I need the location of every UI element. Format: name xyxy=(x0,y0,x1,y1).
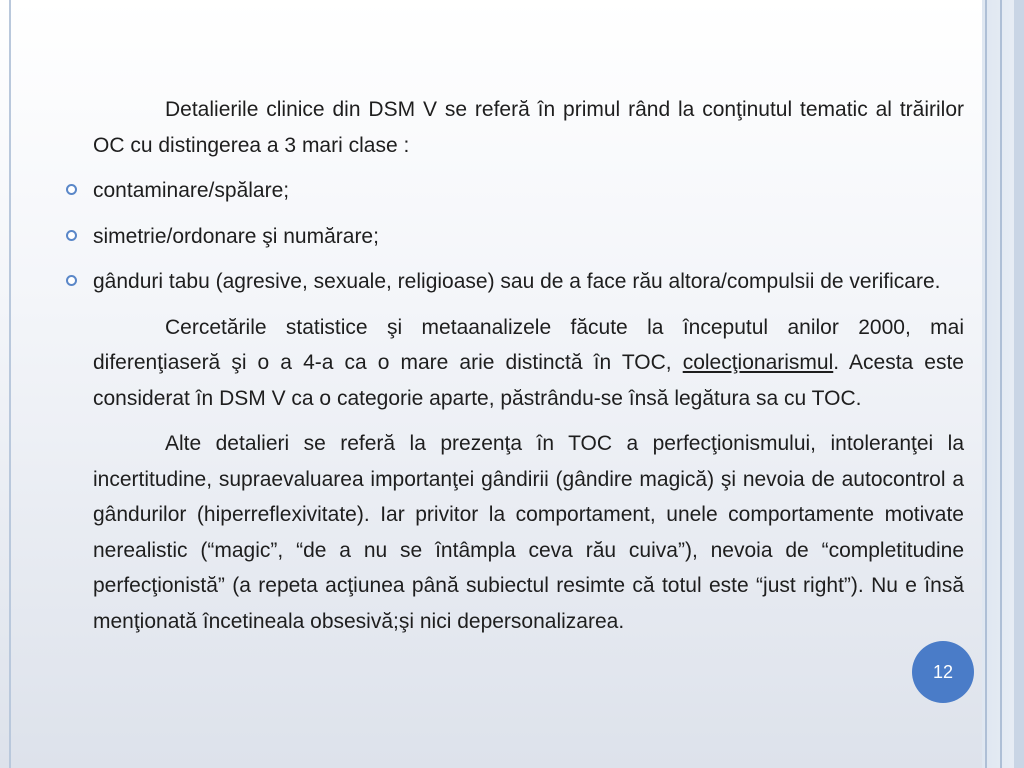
research-paragraph xyxy=(93,310,964,417)
details-paragraph: Alte detalieri se referă la prezenţa în TOC a perfecţionismului, intoleranţei la incertitudine, supraevaluarea importanţei gândirii (gândire magică) şi nevoia de autocontrol a gândurilor (hiperreflexivitate). Iar privitor la comportament, unele comportamente motivate nerealistic (“magic”, “de a nu se întâmpla ceva rău cuiva”), nevoia de “completitudine perfecţionistă” (a repeta acţiunea până subiectul resimte că totul este “just right”). Nu e însă menţionată încetineala obsesivă;şi nici depersonalizarea. xyxy=(93,432,964,633)
research-text-end: . Acesta este considerat în DSM V ca o categorie aparte, păstrându-se însă legătura sa cu TOC. xyxy=(93,351,964,410)
bullet-text: contaminare/spălare; xyxy=(93,179,290,202)
list-item xyxy=(93,219,964,255)
bullet-icon xyxy=(66,184,77,195)
bullet-text: simetrie/ordonare şi numărare; xyxy=(93,224,379,248)
bullet-icon xyxy=(66,275,77,286)
research-text-start: Cercetările statistice şi metaanalizele făcute la începutul anilor 2000, mai diferenţiaseră şi o a 4-a ca o mare arie distinctă în TOC, xyxy=(93,315,964,374)
right-border-strip xyxy=(1014,0,1024,768)
page-number-badge: 12 xyxy=(912,641,974,703)
hoarding-term: colecţionarismul xyxy=(682,351,834,374)
intro-paragraph: Detalierile clinice din DSM V se referă în primul rând la conţinutul tematic al trăirilor OC cu distingerea a 3 mari clase : xyxy=(93,98,964,157)
slide-body xyxy=(93,92,964,639)
right-border-line xyxy=(985,0,987,768)
list-item xyxy=(93,173,964,209)
left-border-line xyxy=(9,0,11,768)
list-item xyxy=(93,264,964,300)
bullet-icon xyxy=(66,230,77,241)
bullet-text: gânduri tabu (agresive, sexuale, religioase) sau de a face rău altora/compulsii de verificare. xyxy=(93,270,941,293)
right-border-line-inner xyxy=(1000,0,1002,768)
